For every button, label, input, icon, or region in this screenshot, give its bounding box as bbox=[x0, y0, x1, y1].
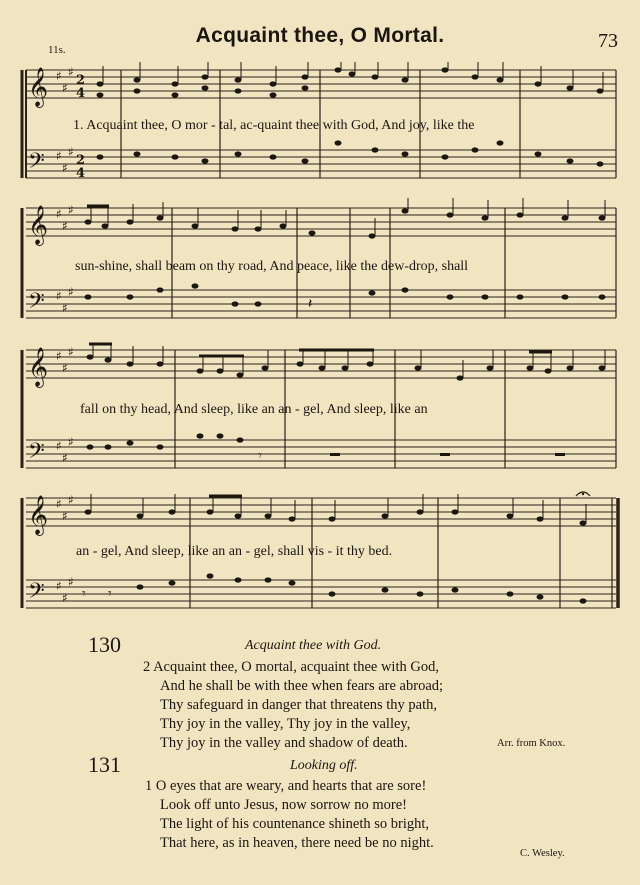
svg-text:♯: ♯ bbox=[62, 361, 68, 375]
svg-text:4: 4 bbox=[76, 86, 86, 101]
svg-text:♯: ♯ bbox=[68, 345, 74, 359]
svg-text:♯: ♯ bbox=[62, 161, 68, 175]
svg-text:♯: ♯ bbox=[68, 285, 74, 299]
svg-text:𝄾: 𝄾 bbox=[258, 448, 262, 464]
svg-text:𝄞: 𝄞 bbox=[28, 205, 49, 245]
svg-text:♯: ♯ bbox=[56, 69, 62, 83]
hymn-131-number: 131 bbox=[88, 752, 121, 777]
svg-text:𝄾: 𝄾 bbox=[108, 586, 112, 602]
hymn-130-attribution: Arr. from Knox. bbox=[497, 738, 566, 749]
svg-text:𝄞: 𝄞 bbox=[28, 347, 49, 387]
hymn-131-line-2: Look off unto Jesus, now sorrow no more! bbox=[160, 797, 408, 813]
svg-text:♯: ♯ bbox=[68, 203, 74, 217]
svg-text:♯: ♯ bbox=[68, 493, 74, 507]
hymn-130-line-1: 2 Acquaint thee, O mortal, acquaint thee with God, bbox=[143, 659, 439, 675]
svg-text:𝄢: 𝄢 bbox=[28, 289, 45, 319]
svg-text:♯: ♯ bbox=[56, 349, 62, 363]
svg-text:♯: ♯ bbox=[68, 575, 74, 589]
svg-text:𝄢: 𝄢 bbox=[28, 579, 45, 609]
hymn-131-line-4: That here, as in heaven, there need be no night. bbox=[160, 835, 434, 851]
lyric-line-1: 1. Acquaint thee, O mor - tal, ac-quaint thee with God, And joy, like the bbox=[73, 118, 475, 133]
hymn-130-line-3: Thy safeguard in danger that threatens thy path, bbox=[160, 697, 438, 713]
hymn-130-number: 130 bbox=[88, 632, 121, 657]
svg-text:♯: ♯ bbox=[56, 207, 62, 221]
svg-text:♯: ♯ bbox=[56, 439, 62, 453]
hymn-130-line-2: And he shall be with thee when fears are abroad; bbox=[160, 678, 444, 694]
hymn-130-line-5: Thy joy in the valley and shadow of death. bbox=[160, 735, 408, 751]
music-system-4 bbox=[0, 490, 640, 630]
svg-text:♯: ♯ bbox=[62, 509, 68, 523]
hymn-130-title: Acquaint thee with God. bbox=[245, 638, 382, 653]
hymn-131-attribution: C. Wesley. bbox=[520, 848, 565, 859]
svg-text:♯: ♯ bbox=[62, 219, 68, 233]
hymn-130-line-4: Thy joy in the valley, Thy joy in the valley, bbox=[160, 716, 411, 732]
svg-text:♯: ♯ bbox=[62, 591, 68, 605]
lyric-line-2: sun-shine, shall beam on thy road, And peace, like the dew-drop, shall bbox=[75, 259, 469, 274]
svg-text:♯: ♯ bbox=[68, 435, 74, 449]
svg-text:♯: ♯ bbox=[68, 65, 74, 79]
svg-text:♯: ♯ bbox=[56, 149, 62, 163]
svg-text:♯: ♯ bbox=[56, 289, 62, 303]
svg-text:♯: ♯ bbox=[62, 301, 68, 315]
svg-text:♯: ♯ bbox=[68, 145, 74, 159]
lyric-line-3: fall on thy head, And sleep, like an an - gel, And sleep, like an bbox=[80, 402, 428, 417]
svg-text:2: 2 bbox=[76, 73, 86, 88]
svg-text:4: 4 bbox=[76, 166, 86, 181]
svg-text:2: 2 bbox=[76, 153, 86, 168]
svg-text:𝄽: 𝄽 bbox=[308, 296, 313, 312]
hymn-131-title: Looking off. bbox=[290, 758, 358, 773]
svg-text:♯: ♯ bbox=[56, 579, 62, 593]
svg-text:𝄞: 𝄞 bbox=[28, 495, 49, 535]
page-number: 73 bbox=[598, 30, 618, 52]
lyric-line-4: an - gel, And sleep, like an an - gel, shall vis - it thy bed. bbox=[76, 544, 393, 559]
page-title: Acquaint thee, O Mortal. bbox=[195, 24, 445, 47]
hymn-131-line-3: The light of his countenance shineth so bright, bbox=[160, 816, 430, 832]
svg-text:𝄢: 𝄢 bbox=[28, 149, 45, 179]
svg-text:♯: ♯ bbox=[62, 81, 68, 95]
svg-text:♯: ♯ bbox=[56, 497, 62, 511]
svg-text:𝄞: 𝄞 bbox=[28, 67, 49, 107]
hymn-131-line-1: 1 O eyes that are weary, and hearts that are sore! bbox=[145, 778, 427, 794]
svg-text:𝄢: 𝄢 bbox=[28, 439, 45, 469]
svg-text:♯: ♯ bbox=[62, 451, 68, 465]
svg-text:𝄾: 𝄾 bbox=[82, 586, 86, 602]
meter-label: 11s. bbox=[48, 44, 66, 56]
